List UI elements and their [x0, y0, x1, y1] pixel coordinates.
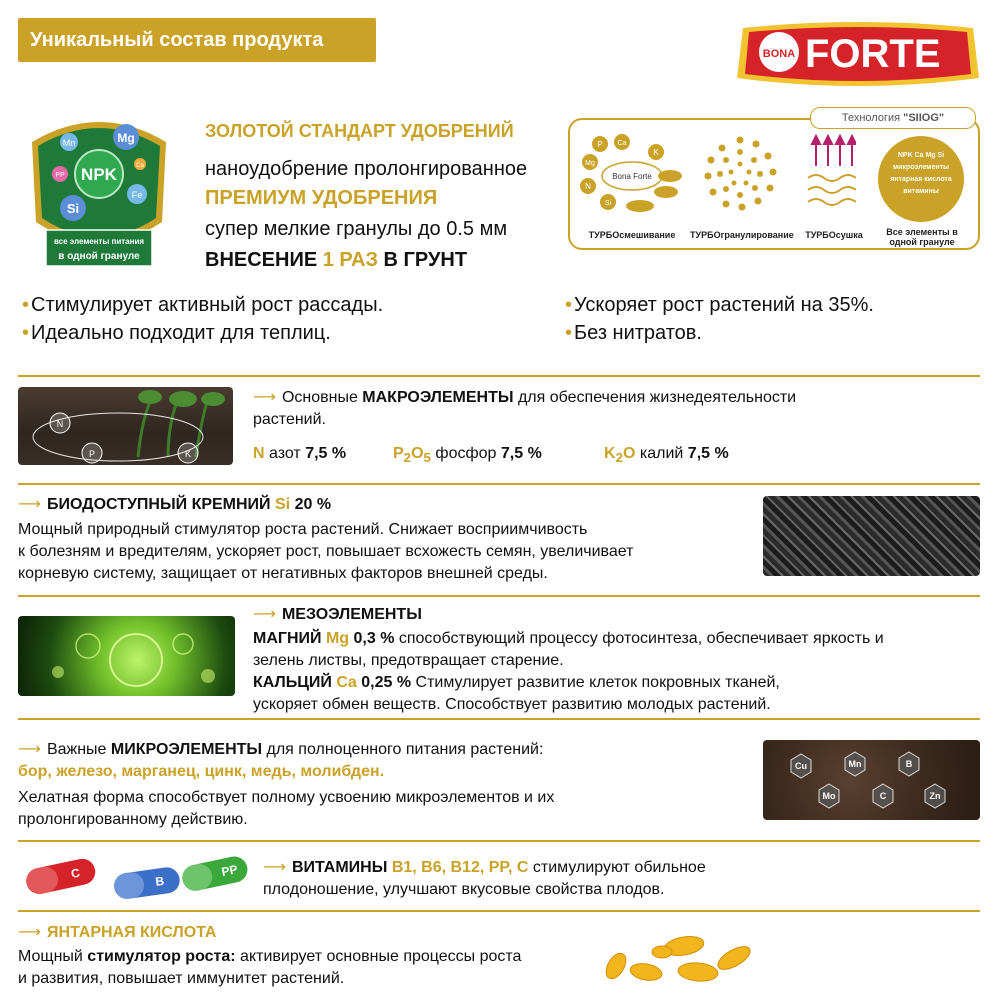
vitamins-text: ⟶ ВИТАМИНЫ B1, B6, B12, PP, C стимулируют обильное плодоношение, улучшают вкусовые свойства плодов.: [263, 859, 706, 898]
macro-text: ⟶ Основные МАКРОЭЛЕМЕНТЫ для обеспечения жизнедеятельности растений.: [253, 389, 797, 428]
npk-badge: [20, 104, 178, 274]
divider-macro: [18, 375, 980, 377]
arrow-icon: ⟶: [18, 496, 41, 513]
meso-mg: МАГНИЙ Mg 0,3 % способствующий процессу фотосинтеза, обеспечивает яркость и зелень листвы, предотвращает старение.: [253, 630, 884, 669]
arrow-icon: ⟶: [263, 859, 286, 876]
badge-pp: PP: [55, 172, 65, 179]
bullet-dot: •: [565, 322, 573, 344]
badge-mn: Mn: [62, 138, 76, 148]
bullet-right-2: • Без нитратов.: [565, 322, 702, 344]
macro-k: $K_2O$ калий 7,5 %: [604, 445, 729, 466]
bullet-right-1: • Ускоряет рост растений на 35%.: [565, 294, 874, 316]
arrow-icon: ⟶: [18, 741, 41, 758]
chip-p: P: [597, 140, 603, 149]
intro-line4: супер мелкие гранулы до 0.5 мм: [205, 218, 508, 240]
capsule-b-label: B: [154, 873, 166, 889]
badge-fe: Fe: [131, 190, 143, 200]
tech-label-granule: Все элементы в одной грануле: [886, 227, 958, 247]
divider-micro: [18, 718, 980, 720]
micro-label-b: B: [905, 759, 913, 769]
divider-silicon: [18, 483, 980, 485]
micro-label-c: C: [879, 791, 887, 801]
badge-npk: NPK: [81, 165, 117, 184]
silicon-granules-image: [763, 496, 980, 576]
micro-label-cu: Cu: [795, 761, 807, 771]
badge-mg: Mg: [117, 131, 135, 145]
tech-label-mixing: ТУРБОсмешивание: [588, 230, 676, 240]
mixing-diagram: [578, 132, 686, 220]
badge-line1: все элементы питания: [53, 237, 145, 246]
macro-n: N азот 7,5 %: [253, 445, 347, 462]
header-title: Уникальный состав продукта: [30, 29, 324, 51]
vitamin-capsules: [18, 850, 253, 910]
micro-label-mn: Mn: [848, 759, 862, 769]
micro-text: ⟶ Важные МИКРОЭЛЕМЕНТЫ для полноценного питания растений: бор, железо, марганец, цинк, медь, молибден.: [18, 741, 544, 780]
capsule-pp-label: PP: [220, 862, 239, 880]
chip-si: Si: [604, 200, 612, 207]
bullet-left-1: • Стимулирует активный рост рассады.: [22, 294, 384, 316]
granulation-icon: [700, 134, 780, 214]
tech-label-drying: ТУРБОсушка: [805, 230, 863, 240]
badge-ca: Ca: [136, 163, 144, 169]
header-banner: [18, 18, 376, 62]
intro-line3: ПРЕМИУМ УДОБРЕНИЯ: [205, 187, 438, 209]
cells-image: [18, 616, 235, 696]
brand-logo: [733, 18, 983, 96]
logo-small-text: BONA: [762, 48, 796, 60]
silicon-text: Мощный природный стимулятор роста растений. Снижает восприимчивость к болезням и вредителям, ускоряет рост, повышает всхожесть семян, увеличивает корневую систему, защищает от негативных факторов внешней среды.: [18, 521, 634, 582]
micro-text-2: Хелатная форма способствует полному усвоению микроэлементов и их пролонгированному действию.: [18, 789, 555, 828]
soil-label-p: P: [88, 449, 96, 459]
bullet-dot: •: [22, 322, 30, 344]
soil-label-n: N: [56, 419, 64, 429]
capsule-c-label: C: [69, 865, 82, 882]
arrow-icon: ⟶: [253, 606, 276, 623]
badge-si: Si: [66, 201, 80, 216]
badge-line2: в одной грануле: [58, 251, 140, 262]
intro-line1: ЗОЛОТОЙ СТАНДАРТ УДОБРЕНИЙ: [205, 121, 514, 141]
meso-ca: КАЛЬЦИЙ Ca 0,25 % Стимулирует развитие клеток покровных тканей, ускоряет обмен веществ. Способствует развитию молодых растений.: [253, 674, 780, 713]
soil-microelements-image: [763, 740, 980, 820]
chip-ca: Ca: [617, 140, 627, 147]
logo-big-text: FORTE: [805, 32, 941, 76]
technology-tag: Технология "SIIOG": [810, 107, 976, 129]
arrow-icon: ⟶: [253, 389, 276, 406]
micro-label-zn: Zn: [929, 791, 941, 801]
amber-text: Мощный стимулятор роста: активирует основные процессы роста и развития, повышает иммунитет растений.: [18, 948, 522, 987]
bullet-left-2: • Идеально подходит для теплиц.: [22, 322, 331, 344]
amber-title: ⟶ ЯНТАРНАЯ КИСЛОТА: [18, 924, 217, 941]
divider-vitamins: [18, 840, 980, 842]
micro-label-mo: Mo: [822, 791, 836, 801]
granule-text: NPK Ca Mg Si микроэлементы янтарная кислота витамины: [890, 152, 952, 195]
chip-mg: Mg: [585, 160, 595, 167]
intro-line5: ВНЕСЕНИЕ 1 РАЗ В ГРУНТ: [205, 249, 468, 271]
divider-meso: [18, 595, 980, 597]
chip-n: N: [585, 182, 591, 191]
arrow-icon: ⟶: [18, 924, 41, 941]
drying-icon: [806, 134, 856, 214]
divider-amber: [18, 910, 980, 912]
amber-capsules-image: [598, 926, 758, 992]
tech-center: Bona Forte: [612, 172, 652, 181]
soil-image: [18, 387, 233, 465]
bullet-dot: •: [565, 294, 573, 316]
meso-title: ⟶ МЕЗОЭЛЕМЕНТЫ: [253, 606, 422, 623]
intro-line2: наноудобрение пролонгированное: [205, 158, 528, 180]
bullet-dot: •: [22, 294, 30, 316]
chip-k: K: [653, 148, 659, 157]
tech-label-granulation: ТУРБОгранулирование: [690, 230, 794, 240]
silicon-title: ⟶ БИОДОСТУПНЫЙ КРЕМНИЙ Si 20 %: [18, 496, 332, 513]
macro-p: $P_2O_5$ фосфор 7,5 %: [393, 445, 542, 466]
soil-label-k: K: [184, 449, 192, 459]
granule-circle: [878, 136, 964, 222]
